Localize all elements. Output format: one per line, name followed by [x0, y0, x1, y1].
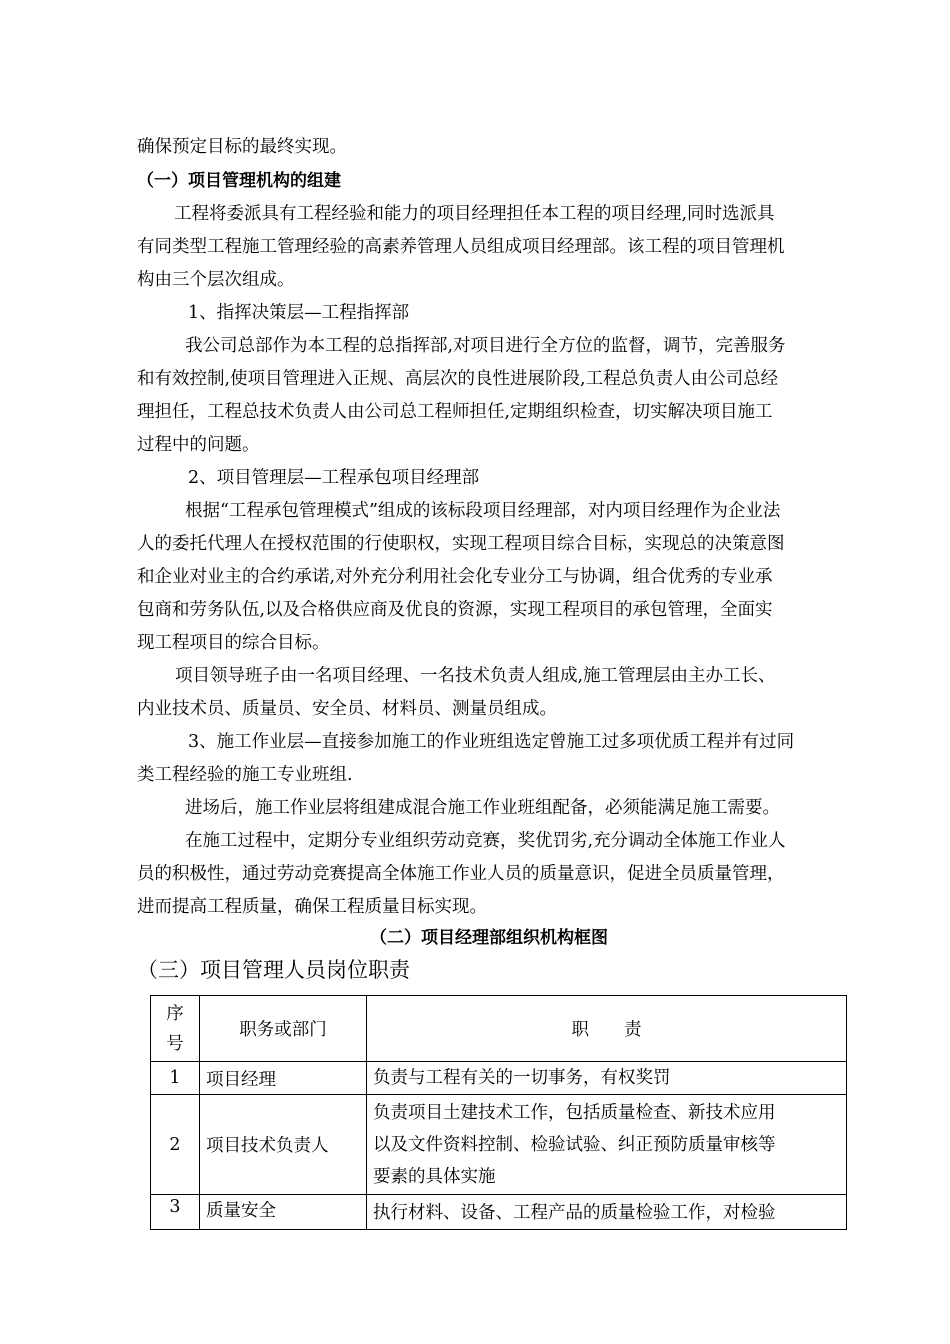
paragraph6-line1: 进场后，施工作业层将组建成混合施工作业班组配备，必须能满足施工需要。	[185, 798, 780, 818]
paragraph3-line2: 人的委托代理人在授权范围的行使职权，实现工程项目综合目标，实现总的决策意图	[137, 534, 785, 554]
row3-duty: 执行材料、设备、工程产品的质量检验工作，对检验	[367, 1195, 847, 1230]
table-row	[151, 1195, 847, 1230]
row2-dept: 项目技术负责人	[200, 1095, 367, 1195]
row2-duty-line3: 要素的具体实施	[373, 1166, 496, 1187]
section3-heading: （三）项目管理人员岗位职责	[137, 958, 410, 982]
paragraph5-line1: 3、施工作业层—直接参加施工的作业班组选定曾施工过多项优质工程并有过同	[188, 732, 795, 752]
duty-table	[150, 995, 847, 1230]
paragraph7-line1: 在施工过程中，定期分专业组织劳动竞赛，奖优罚劣,充分调动全体施工作业人	[185, 831, 786, 851]
paragraph5-line2: 类工程经验的施工专业班组.	[137, 765, 353, 785]
paragraph1-line1: 工程将委派具有工程经验和能力的项目经理担任本工程的项目经理,同时选派具	[174, 204, 775, 224]
paragraph3-line5: 现工程项目的综合目标。	[137, 633, 330, 653]
table-row	[151, 1095, 847, 1195]
row3-no: 3	[151, 1195, 200, 1230]
paragraph2-line3: 理担任，工程总技术负责人由公司总工程师担任,定期组织检查，切实解决项目施工	[137, 402, 773, 422]
paragraph3-line4: 包商和劳务队伍,以及合格供应商及优良的资源，实现工程项目的承包管理，全面实	[137, 600, 773, 620]
paragraph3-line1: 根据“工程承包管理模式”组成的该标段项目经理部，对内项目经理作为企业法	[185, 501, 781, 521]
header-no-line2: 号	[166, 1033, 184, 1054]
paragraph4-line2: 内业技术员、质量员、安全员、材料员、测量员组成。	[137, 699, 557, 719]
row1-no: 1	[151, 1062, 200, 1095]
paragraph3-line3: 和企业对业主的合约承诺,对外充分利用社会化专业分工与协调，组合优秀的专业承	[137, 567, 773, 587]
intro-tail-text: 确保预定目标的最终实现。	[137, 137, 347, 157]
row2-duty	[367, 1095, 847, 1195]
row2-duty-line1: 负责项目土建技术工作，包括质量检查、新技术应用	[373, 1102, 776, 1123]
header-duty: 职 责	[367, 996, 847, 1062]
row1-duty: 负责与工程有关的一切事务，有权奖罚	[367, 1062, 847, 1095]
header-no-line1: 序	[166, 1003, 184, 1024]
paragraph4-line1: 项目领导班子由一名项目经理、一名技术负责人组成,施工管理层由主办工长、	[175, 666, 776, 686]
row1-dept: 项目经理	[200, 1062, 367, 1095]
row2-duty-line2: 以及文件资料控制、检验试验、纠正预防质量审核等	[373, 1134, 776, 1155]
paragraph1-line3: 构由三个层次组成。	[137, 270, 295, 290]
paragraph2-line2: 和有效控制,使项目管理进入正规、高层次的良性进展阶段,工程总负责人由公司总经	[137, 369, 779, 389]
section2-heading: （二）项目经理部组织机构框图	[370, 928, 608, 948]
table-header-row	[151, 996, 847, 1062]
section1-heading: （一）项目管理机构的组建	[137, 171, 341, 191]
item1-title: 1、指挥决策层—工程指挥部	[188, 303, 410, 323]
item2-title: 2、项目管理层—工程承包项目经理部	[188, 468, 480, 488]
row3-dept: 质量安全	[200, 1195, 367, 1230]
table-row	[151, 1062, 847, 1095]
header-dept: 职务或部门	[200, 996, 367, 1062]
paragraph2-line4: 过程中的问题。	[137, 435, 260, 455]
paragraph7-line3: 进而提高工程质量，确保工程质量目标实现。	[137, 897, 487, 917]
paragraph7-line2: 员的积极性，通过劳动竞赛提高全体施工作业人员的质量意识，促进全员质量管理，	[137, 864, 785, 884]
paragraph1-line2: 有同类型工程施工管理经验的高素养管理人员组成项目经理部。该工程的项目管理机	[137, 237, 785, 257]
row2-no: 2	[151, 1095, 200, 1195]
paragraph2-line1: 我公司总部作为本工程的总指挥部,对项目进行全方位的监督，调节，完善服务	[185, 336, 786, 356]
header-no	[151, 996, 200, 1062]
